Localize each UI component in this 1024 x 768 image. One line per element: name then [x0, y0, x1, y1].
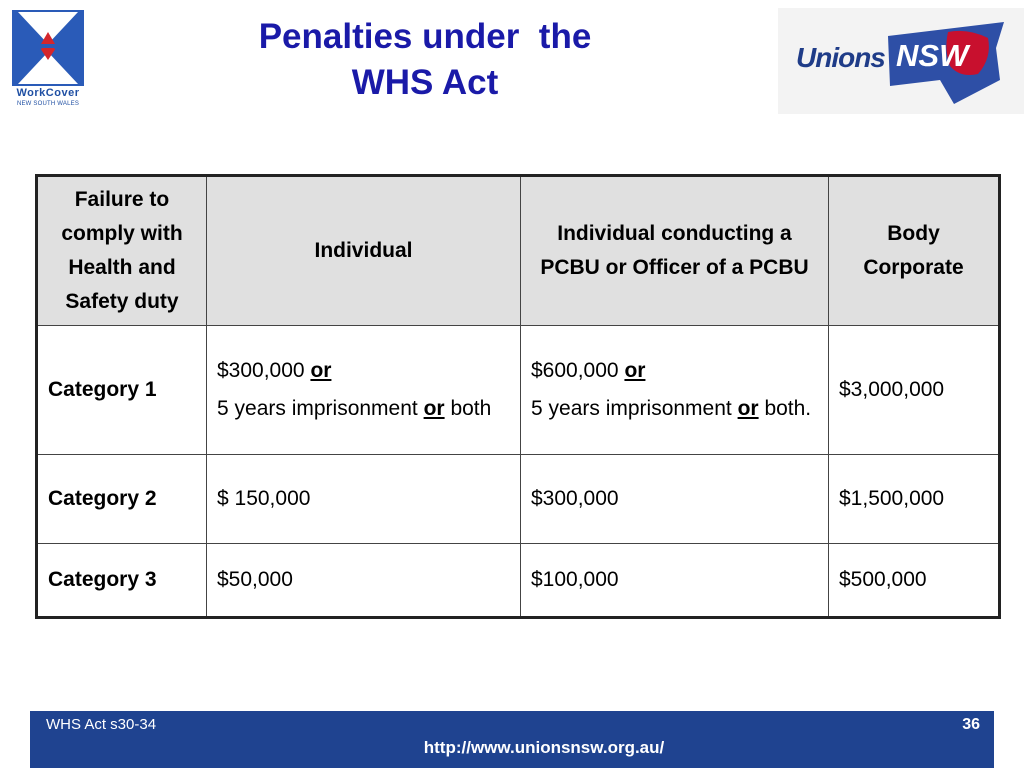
unions-wordmark: Unions	[796, 42, 885, 73]
penalties-table	[35, 174, 1001, 619]
footer-url-link[interactable]: http://www.unionsnsw.org.au/	[423, 738, 665, 757]
footer-bar	[30, 711, 994, 768]
cat1-individual-imprisonment: 5 years imprisonment	[217, 397, 418, 420]
unions-nsw-logo	[778, 8, 1024, 114]
row-label-category-2: Category 2	[37, 455, 207, 544]
table-header-row	[37, 176, 1000, 326]
page-title	[200, 14, 650, 106]
header-body-corporate: Body Corporate	[829, 176, 1000, 326]
workcover-emblem-icon	[10, 8, 86, 88]
cell-cat1-individual	[207, 326, 521, 455]
cat1-individual-or-1: or	[310, 359, 332, 382]
cat1-pcbu-amount: $600,000	[531, 359, 619, 382]
cell-cat3-pcbu: $100,000	[521, 544, 829, 618]
cell-cat3-individual: $50,000	[207, 544, 521, 618]
title-line-2: WHS Act	[351, 63, 499, 102]
cat1-pcbu-or-2: or	[737, 397, 759, 420]
title-line-1: Penalties under the	[258, 17, 592, 56]
table-row	[37, 455, 1000, 544]
cell-cat3-body: $500,000	[829, 544, 1000, 618]
row-label-category-3: Category 3	[37, 544, 207, 618]
workcover-logo	[10, 8, 86, 108]
workcover-state: NEW SOUTH WALES	[16, 101, 80, 107]
footer-reference: WHS Act s30-34	[46, 716, 157, 733]
cell-cat2-pcbu: $300,000	[521, 455, 829, 544]
cell-cat1-body: $3,000,000	[829, 326, 1000, 455]
cat1-individual-both: both	[450, 397, 492, 420]
cell-cat2-body: $1,500,000	[829, 455, 1000, 544]
cell-cat1-pcbu	[521, 326, 829, 455]
cat1-pcbu-imprisonment: 5 years imprisonment	[531, 397, 732, 420]
cat1-pcbu-or-1: or	[624, 359, 646, 382]
header-individual: Individual	[207, 176, 521, 326]
page-number: 36	[962, 716, 980, 733]
cat1-individual-or-2: or	[423, 397, 445, 420]
row-label-category-1: Category 1	[37, 326, 207, 455]
table-row	[37, 326, 1000, 455]
nsw-wordmark: NSW	[896, 38, 969, 73]
workcover-wordmark: WorkCover	[16, 87, 80, 99]
header-failure-duty: Failure to comply with Health and Safety duty	[37, 176, 207, 326]
header-pcbu: Individual conducting a PCBU or Officer of a PCBU	[521, 176, 829, 326]
cat1-individual-amount: $300,000	[217, 359, 305, 382]
cell-cat2-individual: $ 150,000	[207, 455, 521, 544]
cat1-pcbu-both: both.	[764, 397, 812, 420]
table-row	[37, 544, 1000, 618]
